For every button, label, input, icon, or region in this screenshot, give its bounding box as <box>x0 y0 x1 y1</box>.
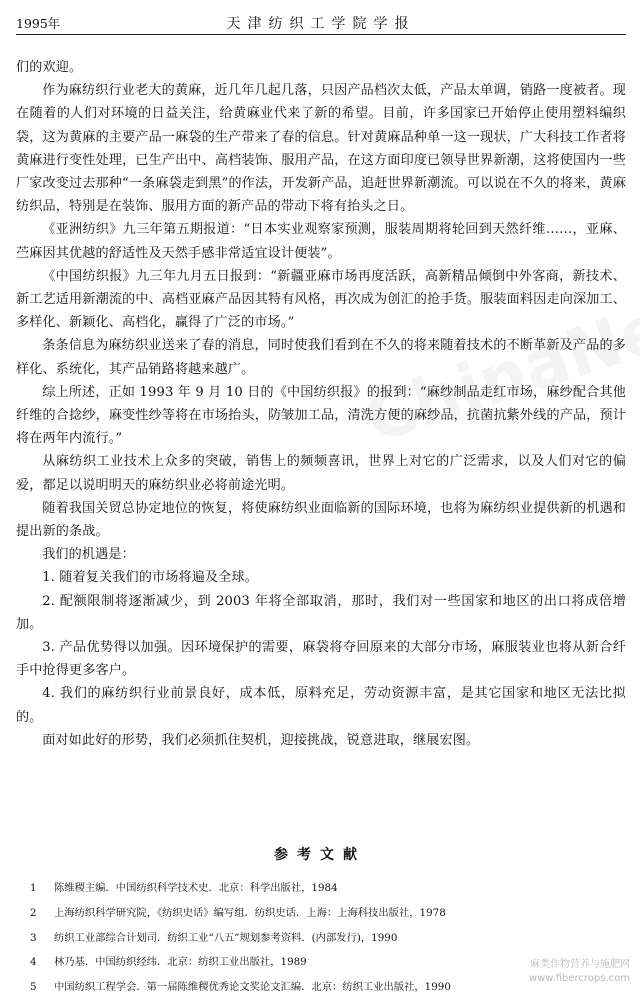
paragraph: 面对如此好的形势，我们必须抓住契机，迎接挑战，锐意进取，继展宏图。 <box>42 732 480 748</box>
list-item: 4. 我们的麻纺织行业前景良好，成本低，原料充足，劳动资源丰富，是其它国家和地区无法比拟的。 <box>16 686 626 725</box>
references-title: 参考文献 <box>274 847 366 863</box>
reference-text: 陈维稷主编．中国纺织科学技术史．北京：科学出版社，1984 <box>54 882 338 894</box>
list-item: 1. 随着复关我们的市场将遍及全球。 <box>42 570 258 586</box>
paragraph: 我们的机遇是： <box>42 547 135 563</box>
site-watermark <box>529 958 630 986</box>
reference-number: 1 <box>30 882 37 894</box>
paragraph: 《中国纺织报》九三年九月五日报到：“新疆亚麻市场再度活跃，高新精品倾倒中外客商，新技术、新工艺适用新潮流的中、高档亚麻产品因其特有风格，再次成为创汇的抢手货。服装面料因走向深加工、多样化、新颖化、高档化，赢得了广泛的市场。” <box>16 268 626 331</box>
running-header <box>16 12 626 35</box>
reference-item <box>30 876 626 901</box>
paragraph: 《亚洲纺织》九三年第五期报道：“日本实业观察家预测，服装周期将轮回到天然纤维……，亚麻、苎麻因其优越的舒适性及天然手感非常适宜设计便装”。 <box>16 222 626 261</box>
paragraph: 们的欢迎。 <box>16 60 83 75</box>
list-item: 3. 产品优势得以加强。因环境保护的需要，麻袋将夺回原来的大部分市场，麻服装业也将从新合纤手中抢得更多客户。 <box>16 640 626 679</box>
reference-text: 林乃基．中国纺织经纬．北京：纺织工业出版社，1989 <box>54 956 307 969</box>
reference-item <box>30 926 626 951</box>
reference-number: 4 <box>30 956 37 969</box>
paragraph: 综上所述，正如 1993 年 9 月 10 日的《中国纺织报》的报到：“麻纱制品走红市场，麻纱配合其他纤维的合捻纱，麻变性纱等将在市场抬头，防皱加工品，清洗方便的麻纱品，抗菌抗紫外线的产品，预计将在两年内流行。” <box>16 384 626 447</box>
watermark-line: 麻类作物营养与施肥网 <box>530 959 630 970</box>
reference-text: 上海纺织科学研究院，《纺织史话》编写组．纺织史话．上海：上海科技出版社，1978 <box>54 906 446 919</box>
watermark-url: www.fibercrops.com <box>528 973 630 984</box>
reference-text: 中国纺织工程学会．第一届陈维稷优秀论文奖论文汇编．北京：纺织工业出版社，1990 <box>54 981 451 994</box>
reference-number: 3 <box>30 931 37 944</box>
reference-text: 纺织工业部综合计划司．纺织工业“八五”规划参考资料．(内部发行)，1990 <box>54 931 398 944</box>
reference-item <box>30 901 626 926</box>
paragraph: 从麻纺织工业技术上众多的突破，销售上的频频喜讯，世界上对它的广泛需求，以及人们对它的偏爱，都足以说明明天的麻纺织业必将前途光明。 <box>16 454 626 493</box>
list-item: 2. 配额限制将逐渐减少，到 2003 年将全部取消，那时，我们对一些国家和地区的出口将成倍增加。 <box>16 593 626 632</box>
reference-number: 2 <box>30 906 37 919</box>
article-body <box>16 56 626 752</box>
journal-title: 天津纺织工学院学报 <box>226 16 416 32</box>
paragraph: 随着我国关贸总协定地位的恢复，将使麻纺织业面临新的国际环境，也将为麻纺织业提供新的机遇和提出新的条战。 <box>16 500 626 540</box>
paragraph: 条条信息为麻纺织业送来了春的消息，同时使我们看到在不久的将来随着技术的不断革新及产品的多样化、系统化，其产品销路将越来越广。 <box>16 338 626 377</box>
header-year: 1995年 <box>16 16 61 31</box>
paragraph: 作为麻纺织行业老大的黄麻，近几年几起几落，只因产品档次太低，产品太单调，销路一度被者。现在随着的人们对环境的日益关注，给黄麻业代来了新的希望。目前，许多国家已开始停止使用塑料编织袋，这为黄麻的主要产品一麻袋的生产带来了春的信息。针对黄麻品种单一这一现状，广大科技工作者将黄麻进行变性处理，已生产出中、高档装饰、服用产品，在这方面印度已领导世界新潮，这将使国内一些厂家改变过去那种“一条麻袋走到黑”的作法，开发新产品，追赶世界新潮流。可以说在不久的将来，黄麻纺织品，特别是在装饰、服用方面的新产品的带动下将有抬头之日。 <box>16 83 626 215</box>
reference-number: 5 <box>30 981 37 994</box>
